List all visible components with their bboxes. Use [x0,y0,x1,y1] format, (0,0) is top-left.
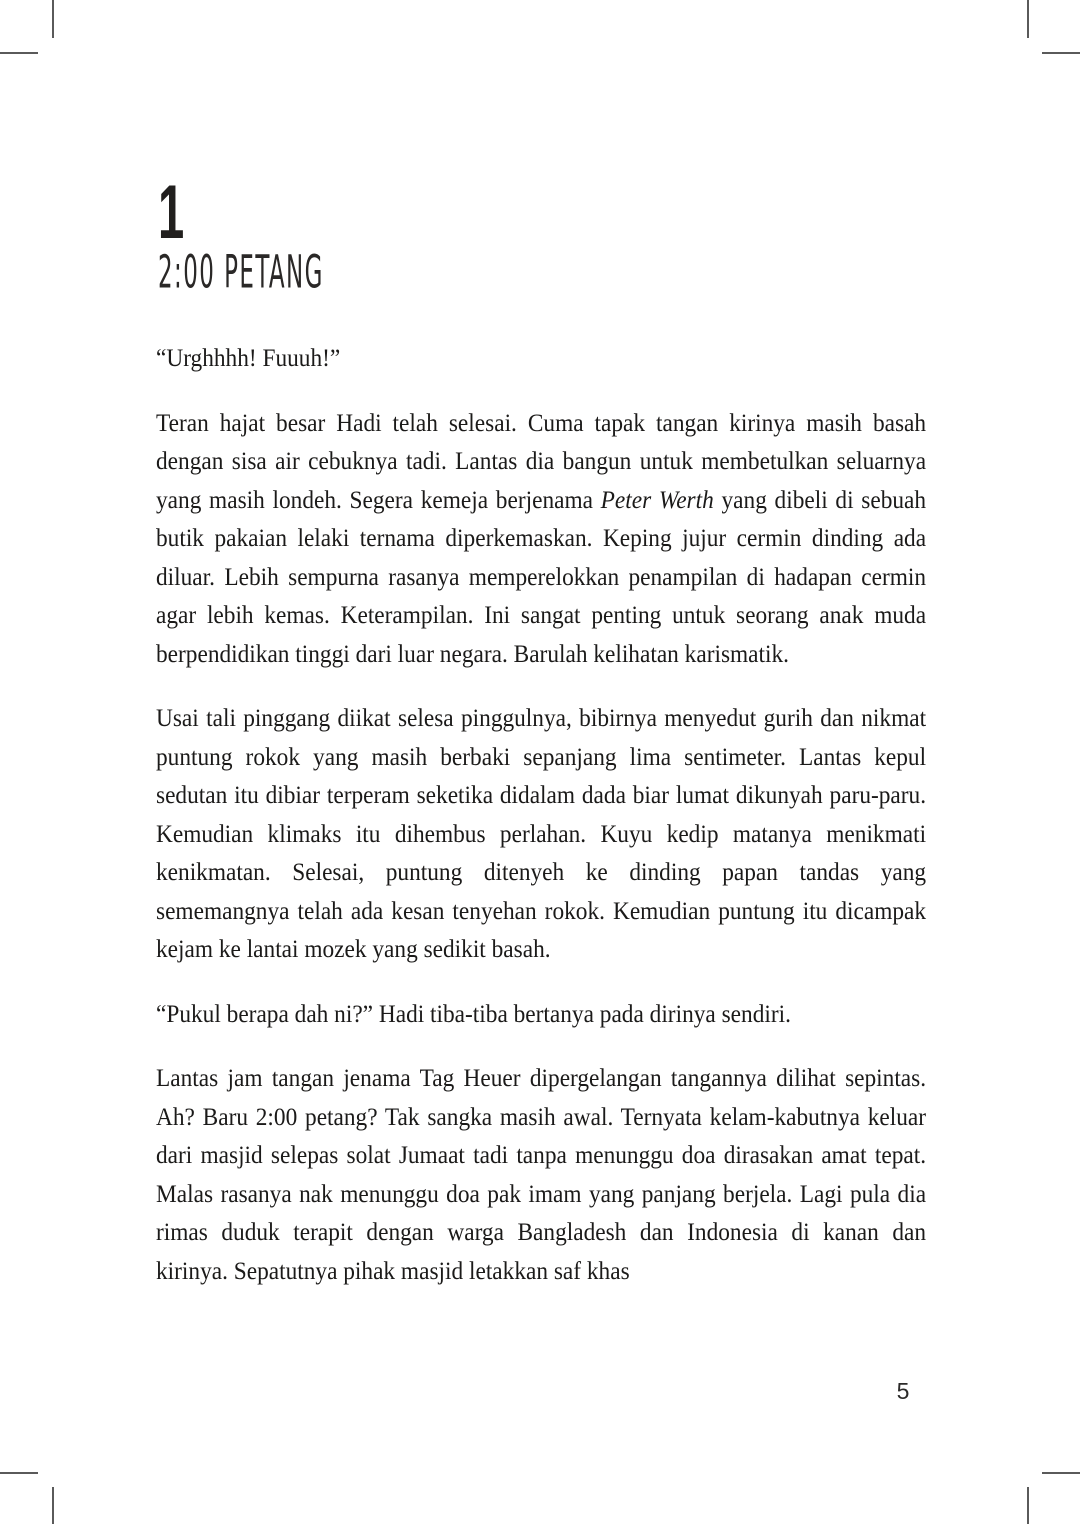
crop-mark-top-left-horizontal [0,52,38,54]
brand-name-peter-werth: Peter Werth [600,484,714,514]
crop-mark-top-right-vertical [1027,0,1029,38]
paragraph-opening [156,404,926,674]
crop-mark-top-right-horizontal [1042,52,1080,54]
crop-mark-bottom-right-vertical [1027,1487,1029,1524]
text-column [156,170,927,1290]
crop-mark-bottom-right-horizontal [1042,1472,1080,1474]
crop-mark-top-left-vertical [52,0,54,38]
paragraph-watch: Lantas jam tangan jenama Tag Heuer dipergelangan tangannya dilihat sepintas. Ah? Baru 2:00 petang? Tak sangka masih awal. Ternyata kelam-kabutnya keluar dari masjid selepas solat Jumaat tadi tanpa menunggu doa dirasakan amat tepat. Malas rasanya nak menunggu doa pak imam yang panjang berjela. Lagi pula dia rimas duduk terapit dengan warga Bangladesh dan Indonesia di kanan dan kirinya. Sepatutnya pihak masjid letakkan saf khas [156,1063,927,1285]
crop-mark-bottom-left-vertical [52,1487,54,1524]
paragraph-exclamation: “Urghhhh! Fuuuh!” [156,343,341,373]
crop-mark-bottom-left-horizontal [0,1472,38,1474]
page-number: 5 [896,1378,910,1404]
chapter-number: 1 [158,170,184,255]
paragraph-opening-part2: yang dibeli di sebuah butik pakaian lelaki ternama diperkemaskan. Keping jujur cermin dinding ada diluar. Lebih sempurna rasanya memperelokkan penampilan di hadapan cermin agar lebih kemas. Keterampilan. Ini sangat penting untuk seorang anak muda berpendidikan tinggi dari luar negara. Barulah kelihatan karismatik. [156,484,927,668]
paragraph-cigarette: Usai tali pinggang diikat selesa pinggulnya, bibirnya menyedut gurih dan nikmat puntung rokok yang masih berbaki sepanjang lima sentimeter. Lantas kepul sedutan itu dibiar terperam seketika didalam dada biar lumat dikunyah paru-paru. Kemudian klimaks itu dihembus perlahan. Kuyu kedip matanya menikmati kenikmatan. Selesai, puntung ditenyeh ke dinding papan tandas yang sememangnya telah ada kesan tenyehan rokok. Kemudian puntung itu dicampak kejam ke lantai mozek yang sedikit basah. [156,703,927,964]
paragraph-dialogue: “Pukul berapa dah ni?” Hadi tiba-tiba bertanya pada dirinya sendiri. [156,998,791,1028]
paragraph-opening-part1: Teran hajat besar Hadi telah selesai. Cuma tapak tangan kirinya masih basah dengan sisa air cebuknya tadi. Lantas dia bangun untuk membetulkan seluarnya yang masih londeh. Segera kemeja berjenama [156,407,927,514]
chapter-time-heading: 2:00 PETANG [158,246,324,300]
